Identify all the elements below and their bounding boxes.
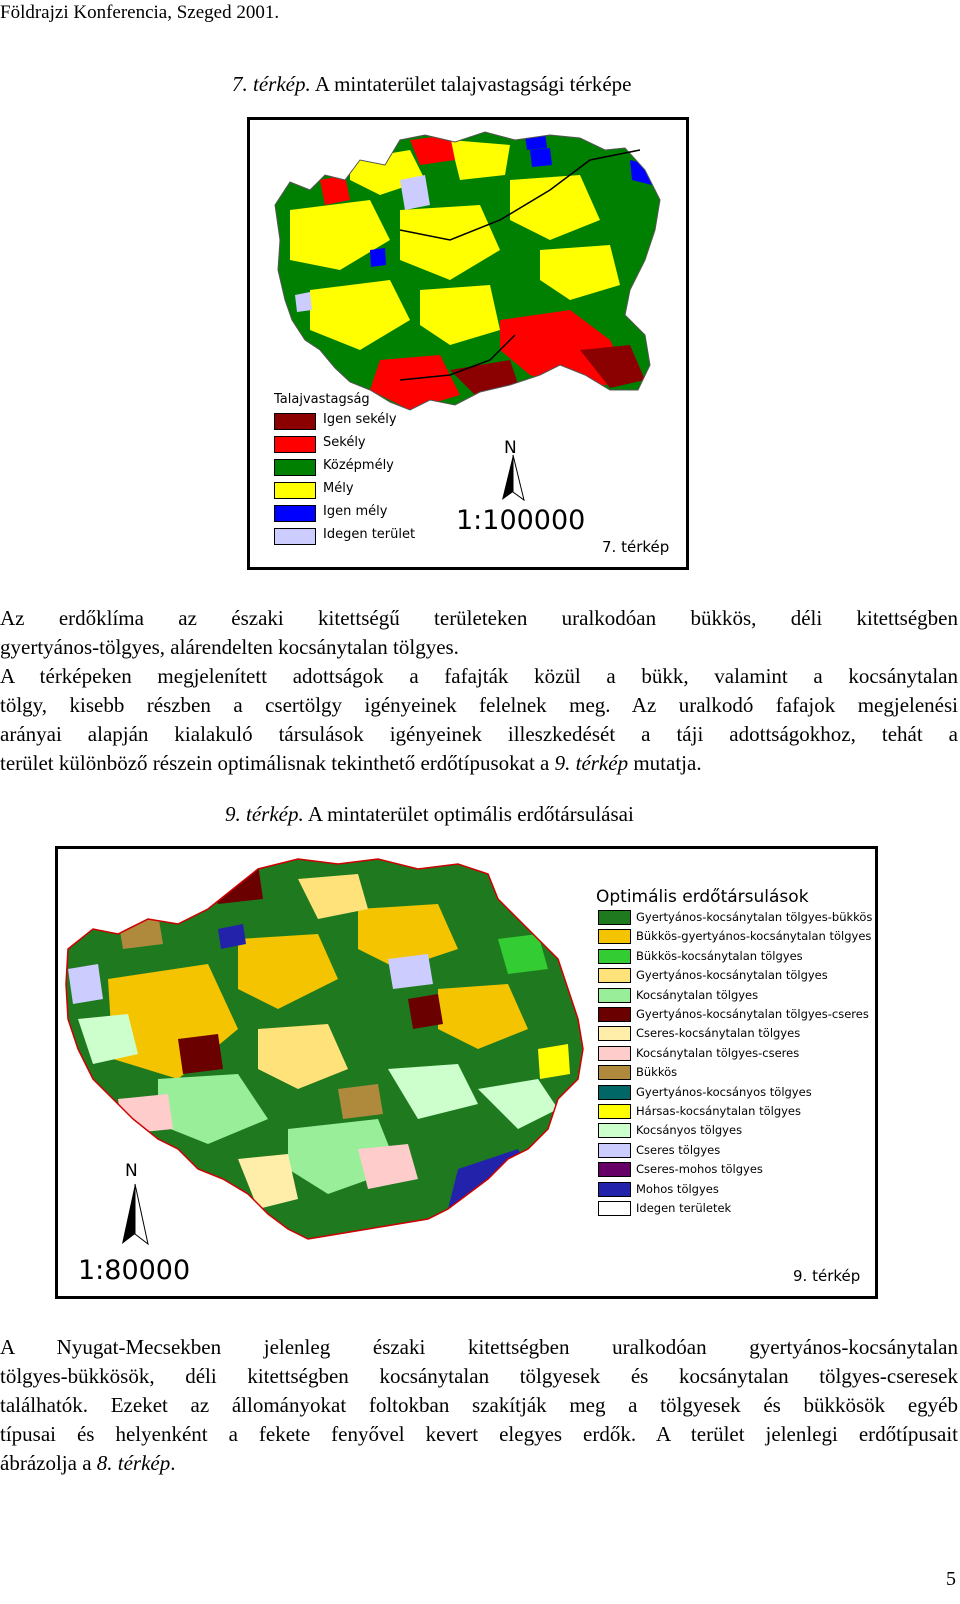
map7-legend-swatch — [274, 436, 316, 453]
map9-legend-title: Optimális erdőtársulások — [596, 887, 809, 907]
paragraph-3-line: találhatók. Ezeket az állományokat foltokban szakítják meg a tölgyesek és bükkösök egyéb — [0, 1393, 958, 1417]
paragraph-2-last-line — [0, 749, 958, 778]
paragraph-3-last-line — [0, 1449, 958, 1478]
paragraph-1-line: Az erdőklíma az északi kitettségű területeken uralkodóan bükkös, déli kitettségben — [0, 606, 958, 630]
map9-tag: 9. térkép — [793, 1267, 861, 1285]
map9-legend-label: Gyertyános-kocsánytalan tölgyes-cseres — [636, 1007, 869, 1021]
map9-legend-label: Idegen területek — [636, 1201, 732, 1215]
map9-legend-swatch — [598, 1007, 631, 1022]
map9-legend-swatch — [598, 910, 631, 925]
map9-legend-label: Gyertyános-kocsánytalan tölgyes-bükkös — [636, 910, 873, 924]
paragraph-2-text: terület különböző részein optimálisnak tekinthető erdőtípusokat a — [0, 751, 555, 775]
map7-north-label: N — [504, 438, 517, 458]
map7-caption — [232, 72, 631, 97]
paragraph-2-line: A térképeken megjelenített adottságok a fafajták közül a bükk, valamint a kocsánytalan — [0, 664, 958, 688]
map9-legend-label: Bükkös-gyertyános-kocsánytalan tölgyes — [636, 929, 872, 944]
map9-legend-label: Cseres-mohos tölgyes — [636, 1162, 763, 1177]
map9-legend-swatch — [598, 1085, 631, 1100]
paragraph-3-line: A Nyugat-Mecsekben jelenleg északi kitettségben uralkodóan gyertyános-kocsánytalan — [0, 1335, 958, 1359]
paragraph-1-line: gyertyános-tölgyes, alárendelten kocsánytalan tölgyes. — [0, 635, 459, 659]
map9-legend-label: Kocsánytalan tölgyes — [636, 987, 759, 1002]
paragraph-3-line: típusai és helyenként a fekete fenyővel kevert elegyes erdők. A terület jelenlegi erdőtípusait — [0, 1422, 958, 1446]
map7-legend-swatch — [274, 505, 316, 522]
map7-legend-swatch — [274, 459, 316, 476]
map9-caption — [225, 802, 634, 827]
map9-legend-swatch — [598, 929, 631, 944]
map7-soil-depth-map — [250, 120, 686, 567]
map7-legend-swatch — [274, 413, 316, 430]
paragraph-3 — [0, 1333, 958, 1478]
map9-legend-swatch — [598, 949, 631, 964]
map7-legend-swatch — [274, 528, 316, 545]
map9-north-label: N — [125, 1161, 138, 1181]
map7-scale: 1:100000 — [456, 505, 586, 536]
map9-legend-swatch — [598, 1046, 631, 1061]
map7-legend-label: Mély — [323, 481, 354, 496]
map9-legend-swatch — [598, 1201, 631, 1216]
map9-legend-swatch — [598, 1123, 631, 1138]
map7-caption-text: A mintaterület talajvastagsági térképe — [310, 72, 632, 96]
paragraph-2-text: mutatja. — [628, 751, 702, 775]
map7-legend-title: Talajvastagság — [274, 392, 370, 407]
paragraph-2 — [0, 662, 958, 778]
map9-legend-swatch — [598, 1026, 631, 1041]
map7-tag: 7. térkép — [602, 538, 670, 556]
map9-legend-label: Mohos tölgyes — [636, 1181, 719, 1196]
map7-legend-label: Sekély — [323, 435, 366, 450]
map7-legend-label: Idegen terület — [323, 527, 416, 542]
map7-legend-label: Középmély — [323, 458, 394, 473]
map9-legend-swatch — [598, 988, 631, 1003]
map9-legend-label: Bükkös-kocsánytalan tölgyes — [636, 948, 803, 963]
map9-legend-label: Gyertyános-kocsányos tölgyes — [636, 1084, 812, 1099]
map7-legend-label: Igen mély — [323, 504, 388, 519]
running-header: Földrajzi Konferencia, Szeged 2001. — [0, 2, 280, 23]
map9-reference: 9. térkép — [554, 751, 629, 775]
map9-legend-swatch — [598, 1182, 631, 1197]
map9-north-arrow-icon — [122, 1184, 148, 1244]
map9-legend-swatch — [598, 1104, 631, 1119]
map7-figure — [247, 117, 689, 570]
map7-caption-number: 7. térkép. — [232, 72, 311, 96]
map9-legend-label: Cseres tölgyes — [636, 1142, 721, 1157]
map9-legend-label: Hársas-kocsánytalan tölgyes — [636, 1104, 801, 1118]
map9-caption-number: 9. térkép. — [225, 802, 304, 826]
map7-legend-label: Igen sekély — [323, 412, 397, 427]
map9-legend-label: Bükkös — [636, 1065, 678, 1080]
map9-figure — [55, 846, 878, 1299]
map9-legend-swatch — [598, 1143, 631, 1158]
map7-north-arrow-icon — [502, 455, 524, 500]
paragraph-1 — [0, 604, 958, 662]
map9-caption-text: A mintaterület optimális erdőtársulásai — [303, 802, 634, 826]
paragraph-3-text: ábrázolja a — [0, 1451, 97, 1475]
map9-legend-swatch — [598, 1065, 631, 1080]
paragraph-2-line: arányai alapján kialakuló társulások igényeinek illeszkedését a táji adottságokhoz, tehát a — [0, 722, 958, 746]
map9-legend-label: Kocsánytalan tölgyes-cseres — [636, 1045, 800, 1060]
paragraph-3-text: . — [170, 1451, 176, 1475]
map8-reference: 8. térkép — [96, 1451, 171, 1475]
map9-legend-label: Gyertyános-kocsánytalan tölgyes — [636, 968, 828, 983]
map7-legend-swatch — [274, 482, 316, 499]
paragraph-3-line: tölgyes-bükkösök, déli kitettségben kocsánytalan tölgyesek és kocsánytalan tölgyes-cseresek — [0, 1364, 958, 1388]
map9-legend-swatch — [598, 1162, 631, 1177]
map9-legend-label: Kocsányos tölgyes — [636, 1123, 743, 1138]
map9-legend-label: Cseres-kocsánytalan tölgyes — [636, 1026, 801, 1041]
page-number: 5 — [946, 1568, 956, 1590]
map9-scale: 1:80000 — [78, 1255, 191, 1286]
paragraph-2-line: tölgy, kisebb részben a csertölgy igényeinek felelnek meg. Az uralkodó fafajok megjelenési — [0, 693, 958, 717]
map9-legend-swatch — [598, 968, 631, 983]
